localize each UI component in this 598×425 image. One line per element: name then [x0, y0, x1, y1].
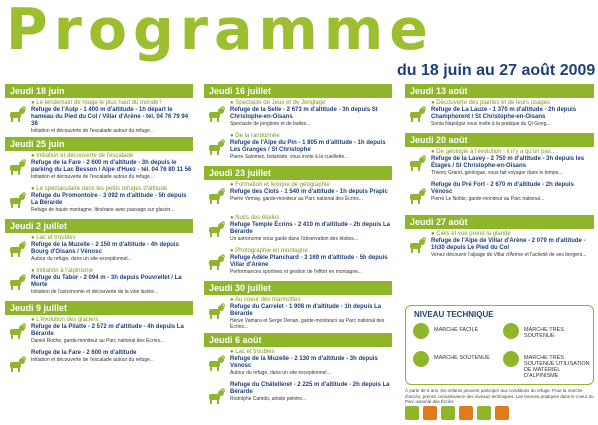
event-location: Refuge Temple Écrins - 2 410 m d'altitude - 2h depuis La Bérarde: [230, 222, 391, 235]
event-description: Autour du refuge, dans un site exceptionnel...: [230, 370, 331, 376]
goat-icon: [407, 104, 427, 124]
event-location: Refuge de La Lauze - 1 370 m d'altitude - 2h depuis Champhorent / St Christophe-en-Oisans: [431, 107, 577, 120]
column-3: [405, 84, 594, 264]
goat-icon: [407, 186, 427, 206]
event-category: ● Nuits des étoiles: [230, 215, 280, 221]
day-heading: Jeudi 20 août: [405, 133, 594, 147]
day-heading: Jeudi 6 août: [204, 333, 392, 347]
event-item: [204, 215, 392, 245]
event-location: Refuge de la Muzelle - 2 150 m d'altitude - 4h depuis Bourg d'Oisans / Vénosc: [31, 242, 179, 255]
event-description: Performances sportives et gestion de l'effort en montagne...: [230, 269, 363, 275]
event-item: [405, 100, 594, 130]
goat-icon: [206, 386, 226, 406]
day-heading: Jeudi 16 juillet: [204, 84, 392, 98]
event-item: [5, 153, 193, 183]
event-description: Sonia Napolgar vous invite à la pratique du Qi Gong...: [431, 121, 551, 127]
column-1: [5, 84, 193, 383]
day-heading: Jeudi 2 juillet: [5, 219, 193, 233]
goat-icon: [206, 219, 226, 239]
event-location: Refuge de la Selle - 2 673 m d'altitude - 3h depuis St Christophe-en-Oisans: [230, 107, 378, 120]
event-category: ● Initiation à l'alpinisme: [31, 268, 94, 274]
event-item: [5, 186, 193, 216]
legend-item: MARCHE SOUTENUE: [412, 350, 502, 368]
event-category: ● Lac et troubles: [230, 349, 275, 355]
event-category: ● Initiation et découverte de l'escalade: [31, 153, 134, 159]
event-item: [405, 231, 594, 261]
event-location: Refuge du Pré Fort - 2 670 m d'altitude - 2h depuis Vénosc: [431, 182, 574, 195]
event-location: Refuge de la Lavey - 2 750 m d'altitude - 3h depuis les Étages / St Christophe-en-Oisans: [431, 156, 585, 169]
event-description: Daniel Roche, garde-moniteur au Parc national des Écrins...: [31, 338, 165, 344]
event-category: ● Spectacle de Jeux et de Jonglage: [230, 100, 326, 106]
day-heading: Jeudi 23 juillet: [204, 166, 392, 180]
goat-icon: [7, 104, 27, 124]
day-heading: Jeudi 25 juin: [5, 137, 193, 151]
event-location: Refuge Adèle Planchard - 3 169 m d'altitude - 5h depuis Villar d'Arène: [230, 255, 388, 268]
goat-icon: [7, 239, 27, 259]
event-location: Refuge du Carrelet - 1 908 m d'altitude - 1h depuis La Bérarde: [230, 304, 382, 317]
column-2: [204, 84, 392, 415]
footnote: À partir de 8 ans, les enfants peuvent participer aux conditions du refuge. Pour la marche d'accès, prenez connaissance des niveaux techniques. Les bonnes pratiques dans le coeur du Parc national des Écrins: [405, 388, 594, 404]
legend-item: MARCHE TRÈS SOUTENUE UTILISATION DE MATÉRIEL D'ALPINISME: [502, 350, 592, 378]
event-location: Refuge de la Fare - 2 600 m d'altitude - 3h depuis le parking du Lac Besson / Alpe d'Huez - tél. 04 76 80 11 56: [31, 160, 192, 173]
legend-item: MARCHE TRÈS SOUTENUE: [502, 322, 592, 340]
day-heading: Jeudi 27 août: [405, 215, 594, 229]
event-description: Pierre Vernay, garde-moniteur au Parc national des Écrins...: [230, 196, 364, 202]
event-item: [204, 297, 392, 330]
event-item: [5, 100, 193, 134]
event-location: Refuge de l'Aulp - 1 400 m d'altitude - 1h départ le hameau du Pied du Col / Villar d'Arène - tél. 04 76 79 94 38: [31, 107, 189, 127]
goat-icon: [206, 252, 226, 272]
technical-level-legend: [405, 305, 594, 385]
goat-icon: [7, 354, 27, 374]
event-location: Refuge de la Pilatte - 2 572 m d'altitude - 4h depuis La Bérarde: [31, 324, 184, 337]
legend-item: MARCHE FACILE: [412, 322, 502, 340]
date-range: du 18 juin au 27 août 2009: [397, 62, 596, 79]
goat-icon: [412, 350, 430, 368]
event-description: Rodolphe Camdo, artiste peintre...: [230, 396, 307, 402]
goat-icon: [206, 186, 226, 206]
event-item: [5, 350, 193, 380]
goat-icon: [407, 153, 427, 173]
day-heading: Jeudi 9 juillet: [5, 301, 193, 315]
partner-logo: [405, 406, 419, 420]
day-heading: Jeudi 13 août: [405, 84, 594, 98]
event-description: Un astronome vous guide dans l'observation des étoiles...: [230, 236, 358, 242]
event-description: Refuge de haute montagne. Itinéraire avec passage sur glacier...: [31, 207, 175, 213]
event-item: [5, 235, 193, 265]
event-category: ● Photographie en montagne: [230, 248, 308, 254]
programme-title: Programme: [6, 0, 434, 63]
event-item: [204, 133, 392, 163]
event-item: [5, 268, 193, 298]
event-description: Initiation et découverte de l'escalade autour du refuge...: [31, 357, 154, 363]
event-category: ● Découverte des plantes et de leurs usages: [431, 100, 551, 106]
event-category: ● Au coeur des marmottes: [230, 297, 301, 303]
event-description: Spectacle de jonglerie et de balles...: [230, 121, 311, 127]
goat-icon: [502, 350, 520, 368]
partner-logo: [423, 406, 437, 420]
event-item: [5, 317, 193, 347]
goat-icon: [407, 235, 427, 255]
event-description: Autour du refuge, dans un site exceptionnel...: [31, 256, 132, 262]
event-item: [204, 248, 392, 278]
event-item: [204, 182, 392, 212]
goat-icon: [206, 104, 226, 124]
event-location: Refuge de la Muzelle - 2 130 m d'altitude - 3h depuis Vénosc: [230, 356, 378, 369]
partner-logo: [477, 406, 491, 420]
event-location: Refuge du Tabor - 2 094 m - 3h depuis Pouvrellet / La Morte: [31, 275, 182, 288]
goat-icon: [412, 322, 430, 340]
event-location: Refuge du Promontoire - 3 092 m d'altitude - 5h depuis La Bérarde: [31, 193, 187, 206]
event-description: Pierre Salomez, botaniste, vous invite à la cueillette...: [230, 154, 349, 160]
goat-icon: [206, 353, 226, 373]
event-item: [405, 182, 594, 212]
event-location: Refuge de la Fare - 2 600 m d'altitude: [31, 350, 137, 356]
goat-icon: [502, 322, 520, 340]
goat-icon: [7, 157, 27, 177]
event-item: [204, 100, 392, 130]
partner-logo: [441, 406, 455, 420]
day-heading: Jeudi 18 juin: [5, 84, 193, 98]
legend-title: NIVEAU TECHNIQUE: [414, 310, 494, 319]
event-category: ● Ciels et vue prend la glande: [431, 231, 511, 237]
event-item: [405, 149, 594, 179]
event-category: ● De géologie à l'évolution : il n'y a qu'un pas...: [431, 149, 556, 155]
partner-logo: [495, 406, 509, 420]
event-description: Initiation et découverte de l'escalade autour du refuge...: [31, 128, 154, 134]
partner-logos: [405, 406, 594, 422]
day-heading: Jeudi 30 juillet: [204, 281, 392, 295]
partner-logo: [459, 406, 473, 420]
event-item: [204, 349, 392, 379]
event-location: Refuge de l'Alpe de Villar d'Arène - 2 079 m d'altitude - 1h30 depuis Le Pied du Col: [431, 238, 586, 251]
event-description: Initiation et découverte de l'escalade autour du refuge...: [31, 174, 154, 180]
event-description: Thierry Grand, géologue, vous fait voyager dans le temps...: [431, 170, 563, 176]
event-location: Refuge du Châtelleret - 2 225 m d'altitude - 2h depuis La Bérarde: [230, 382, 390, 395]
event-location: Refuge des Clots - 1 540 m d'altitude - 1h depuis Prapic: [230, 189, 388, 195]
event-category: ● Formation et lexique de géographie: [230, 182, 330, 188]
goat-icon: [7, 272, 27, 292]
event-category: ● L'évolution des glaciers: [31, 317, 99, 323]
event-description: Initiation de l'astronomie et découverte de la voie lactée...: [31, 289, 159, 295]
event-category: ● Lac et troubles: [31, 235, 76, 241]
event-category: ● Le spectaculaire dans les petits refuges d'altitude: [31, 186, 168, 192]
goat-icon: [7, 321, 27, 341]
event-category: ● Le lendemain de rouge le plus haut du monde !: [31, 100, 162, 106]
goat-icon: [206, 301, 226, 321]
event-category: ● De la randonnée: [230, 133, 280, 139]
event-location: Refuge de l'Alpe du Pin - 1 805 m d'altitude - 1h depuis Les Granges / St Christophe: [230, 140, 386, 153]
event-description: Pierre Le Noble, garde-moniteur au Parc national...: [431, 196, 545, 202]
event-description: Hervé Vamara et Serge Denan, garde-moniteurs au Parc national des Écrins...: [230, 318, 385, 330]
goat-icon: [206, 137, 226, 157]
event-item: [204, 382, 392, 412]
event-description: Venez découvrir l'alpage de Villar d'Arène et l'activité de ses bergers...: [431, 252, 587, 258]
goat-icon: [7, 190, 27, 210]
